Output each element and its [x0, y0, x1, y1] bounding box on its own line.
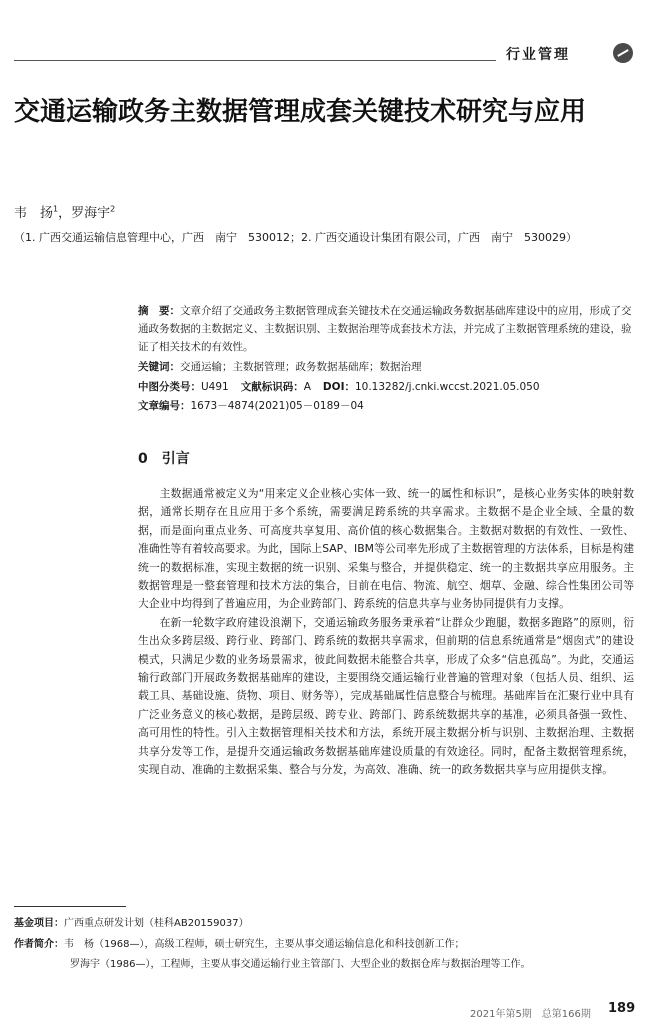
- doi-label: DOI：: [322, 381, 355, 393]
- issue-info: 2021年第5期 总第166期: [470, 1009, 591, 1020]
- author-separator: ，: [58, 206, 72, 221]
- abstract-text: 文章介绍了交通政务主数据管理成套关键技术在交通运输政务数据基础库建设中的应用，形成了交通政务数据的主数据定义、主数据识别、主数据治理等成套技术方法，并完成了主数据管理系统的建设，验证了相关技术的有效性。: [138, 305, 632, 353]
- abstract: [138, 302, 634, 356]
- keywords-label: 关键词：: [138, 361, 180, 373]
- clc-label: 中图分类号：: [138, 381, 201, 393]
- keywords-text: 交通运输；主数据管理；政务数据基础库；数据治理: [180, 361, 422, 373]
- paragraph: 主数据通常被定义为“用来定义企业核心实体一致、统一的属性和标识”，是核心业务实体的映射数据，通常长期存在且应用于多个系统，需要满足跨系统的共享需求。主数据不是企业全域、全量的数据，而是面向重点业务、可高度共享复用、高价值的核心数据集合。主数据对数据的有效性、一致性、准确性等有着较高要求。为此，国际上SAP、IBM等公司率先形成了主数据管理的方法体系，目标是构建统一的数据标准，实现主数据的统一识别、采集与整合，并提供稳定、统一的主数据共享应用服务。主数据管理是一整套管理和技术方法的集合，目前在电信、物流、航空、烟草、金融、综合性集团公司等大企业中均得到了普遍应用，为企业跨部门、跨系统的信息共享与业务协同提供有力支撑。: [138, 487, 634, 611]
- keywords: [138, 358, 634, 376]
- author-1: 韦 扬: [14, 206, 54, 221]
- article-number-line: [138, 397, 634, 415]
- journal-logo-icon: [613, 43, 633, 63]
- article-number-value: 1673－4874(2021)05－0189－04: [190, 400, 364, 412]
- author-1-affil-mark: 1: [53, 204, 59, 214]
- author-2: 罗海宇: [71, 206, 111, 221]
- author-bio-label: 作者简介：: [14, 939, 64, 950]
- affiliations: （1. 广西交通运输信息管理中心，广西 南宁 530012；2. 广西交通设计集团有限公司，广西 南宁 530029）: [14, 231, 577, 244]
- author-line: [14, 202, 115, 221]
- doi-value: 10.13282/j.cnki.wccst.2021.05.050: [354, 381, 540, 393]
- footnote-rule: [14, 906, 126, 907]
- doc-code-label: 文献标识码：: [240, 381, 304, 393]
- author-2-affil-mark: 2: [110, 204, 116, 214]
- doc-code-value: A: [303, 381, 311, 393]
- header-rule: [14, 60, 496, 61]
- body-text: [138, 485, 634, 780]
- classification-line: [138, 378, 634, 396]
- clc-value: U491: [201, 381, 229, 393]
- footnote-author: [14, 935, 634, 950]
- paragraph: 在新一轮数字政府建设浪潮下，交通运输政务服务秉承着“让群众少跑腿，数据多跑路”的原则，衍生出众多跨层级、跨行业、跨部门、跨系统的数据共享需求，但前期的信息系统通常是“烟囱式”的建设模式，只满足少数的业务场景需求，彼此间数据未能整合共享，形成了众多“信息孤岛”。为此，交通运输行政部门开展政务数据基础库的建设，主要围绕交通运输行业普遍的管理对象（包括人员、组织、运载工具、基础设施、货物、项目、财务等），完成基础属性信息整合与梳理。基础库旨在汇聚行业中具有广泛业务意义的核心数据，是跨层级、跨专业、跨部门、跨系统数据共享的基准，必须具备强一致性、高可用性的特性。引入主数据管理相关技术和方法，系统开展主数据分析与识别、主数据治理、主数据共享分发等工作，是提升交通运输政务数据基础库建设质量的有效途径。同时，配备主数据管理系统，实现自动、准确的主数据采集、整合与分发，为高效、准确、统一的政务数据共享与应用提供支撑。: [138, 615, 634, 777]
- abstract-label: 摘 要：: [138, 305, 180, 317]
- section-heading: 0 引言: [138, 451, 190, 467]
- author-1-bio: 韦 杨（1968—），高级工程师，硕士研究生，主要从事交通运输信息化和科技创新工作；: [64, 939, 465, 950]
- page-number: 189: [608, 1001, 636, 1016]
- fund-label: 基金项目：: [14, 918, 64, 929]
- journal-section-label: 行业管理: [506, 47, 570, 63]
- author-2-bio: 罗海宇（1986—），工程师，主要从事交通运输行业主管部门、大型企业的数据仓库与数据治理等工作。: [70, 959, 531, 970]
- footnote-fund: [14, 914, 634, 929]
- article-number-label: 文章编号：: [138, 400, 191, 412]
- article-title: 交通运输政务主数据管理成套关键技术研究与应用: [14, 97, 587, 127]
- fund-text: 广西重点研发计划（桂科AB20159037）: [64, 918, 249, 929]
